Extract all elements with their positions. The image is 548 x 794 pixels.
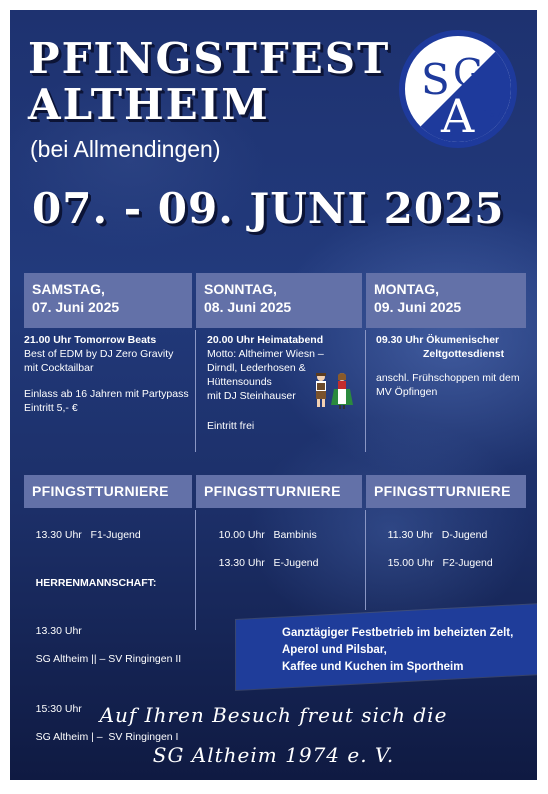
day-header-saturday [24,273,192,328]
event-headline-cont: Zeltgottesdienst [423,348,505,360]
banner-line: Kaffee und Kuchen im Sportheim [282,661,464,673]
tournament-header-monday: PFINGSTTURNIERE [366,475,526,508]
match-time: 15:30 Uhr [35,703,82,715]
club-logo [399,30,517,148]
match-pairing: SG Altheim | – SV Ringingen I [35,731,179,743]
poster-title-line2: ALTHEIM [28,80,270,129]
event-line: MV Öpfingen [376,386,438,398]
event-line: Best of EDM by DJ Zero Gravity [24,348,174,360]
tournament-line: 15.00 Uhr F2-Jugend [387,557,493,569]
event-note: Eintritt 5,- € [24,402,78,414]
event-line: mit DJ Steinhauser [207,390,296,402]
match-pairing: SG Altheim || – SV Ringingen II [35,653,182,665]
logo-letter-g: G [453,51,484,95]
event-headline: 20.00 Uhr Heimatabend [207,334,324,346]
tournament-line: 13.30 Uhr F1-Jugend [35,529,141,541]
day-date: 07. Juni 2025 [32,299,120,315]
day-date: 08. Juni 2025 [204,299,292,315]
poster-subtitle: (bei Allmendingen) [30,136,221,162]
column-divider [365,510,366,610]
footer-club-name: SG Altheim 1974 e. V. [152,743,395,767]
poster-title-line1: PFINGSTFEST [28,34,391,83]
banner-line: Ganztägiger Festbetrieb im beheizten Zelt, [282,627,514,639]
sunday-tournament [207,514,357,584]
tournament-header-sunday: PFINGSTTURNIERE [196,475,362,508]
event-line: mit Cocktailbar [24,362,94,374]
tournament-line: 11.30 Uhr D-Jugend [387,529,488,541]
day-date: 09. Juni 2025 [374,299,462,315]
dirndl-lederhosen-icon [310,372,354,410]
day-name: SONNTAG, [204,281,277,297]
event-note: Einlass ab 16 Jahren mit Partypass [24,388,189,400]
event-line: anschl. Frühschoppen mit dem [376,372,520,384]
event-headline: 09.30 Uhr Ökumenischer [376,334,500,346]
tournament-line: 10.00 Uhr Bambinis [218,529,317,541]
column-divider [365,330,366,452]
match-time: 13.30 Uhr [35,625,82,637]
footer-greeting: Auf Ihren Besuch freut sich die [99,703,448,727]
monday-tournament [376,514,526,584]
event-headline: 21.00 Uhr Tomorrow Beats [24,334,157,346]
saturday-program [24,333,192,415]
logo-letter-s: S [421,55,450,104]
tournament-header-saturday: PFINGSTTURNIERE [24,475,192,508]
event-line: Motto: Altheimer Wiesn – [207,348,324,360]
column-divider [195,510,196,630]
team-heading: HERRENMANNSCHAFT: [35,577,157,589]
day-header-monday [366,273,526,328]
day-header-sunday [196,273,362,328]
day-name: SAMSTAG, [32,281,105,297]
logo-letter-a: A [441,89,475,142]
column-divider [195,330,196,452]
event-line: Dirndl, Lederhosen & [207,362,306,374]
club-logo-emblem [405,36,511,142]
info-banner-text [282,625,537,676]
event-line: Hüttensounds [207,376,272,388]
monday-program [376,333,526,399]
event-dates: 07. - 09. JUNI 2025 [32,184,505,233]
logo-year: 1974 [483,109,509,120]
event-note: Eintritt frei [207,420,255,432]
day-name: MONTAG, [374,281,440,297]
event-poster [10,10,537,780]
tournament-line: 13.30 Uhr E-Jugend [218,557,319,569]
banner-line: Aperol und Pilsbar, [282,644,387,656]
